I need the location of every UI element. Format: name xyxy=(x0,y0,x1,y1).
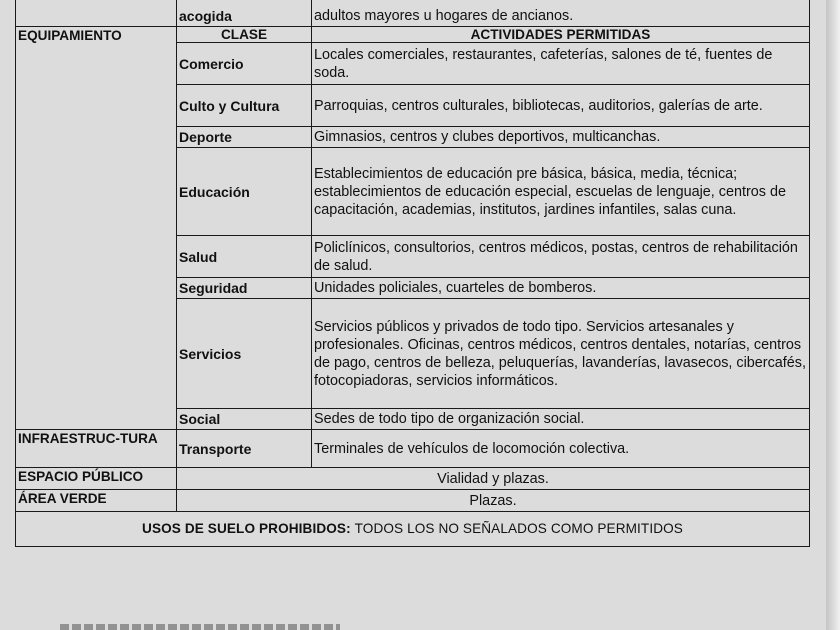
activity-cell: Vialidad y plazas. xyxy=(177,468,810,490)
activity-cell: Parroquias, centros culturales, bibliotecas, auditorios, galerías de arte. xyxy=(312,85,810,127)
table-row-prohibidos xyxy=(16,512,810,547)
activity-cell: Servicios públicos y privados de todo tipo. Servicios artesanales y profesionales. Oficinas, centros médicos, centros dentales, notarías, centros de pago, centros de belleza, peluquerías, lavanderías, lavasecos, cibercafés, fotocopiadoras, servicios informáticos. xyxy=(312,299,810,409)
header-actividades: ACTIVIDADES PERMITIDAS xyxy=(312,27,810,43)
table-row-espacio-publico xyxy=(16,468,810,490)
category-equipamiento: EQUIPAMIENTO xyxy=(16,27,177,430)
table-row-infraestructura xyxy=(16,430,810,468)
activity-cell: Policlínicos, consultorios, centros médicos, postas, centros de rehabilitación de salud. xyxy=(312,236,810,278)
class-cell: Salud xyxy=(177,236,312,278)
activity-cell: adultos mayores u hogares de ancianos. xyxy=(312,0,810,27)
header-row xyxy=(16,27,810,43)
category-cell-empty xyxy=(16,0,177,27)
activity-cell: Gimnasios, centros y clubes deportivos, multicanchas. xyxy=(312,127,810,148)
class-cell: Transporte xyxy=(177,430,312,468)
page-edge-shadow xyxy=(826,0,840,630)
class-cell: Educación xyxy=(177,148,312,236)
header-clase: CLASE xyxy=(177,27,312,43)
category-espacio-publico: ESPACIO PÚBLICO xyxy=(16,468,177,490)
prohibited-uses-label: USOS DE SUELO PROHIBIDOS: xyxy=(142,521,351,536)
activity-cell: Establecimientos de educación pre básica, básica, media, técnica; establecimientos de educación especial, escuelas de lenguaje, centros de capacitación, academias, institutos, jardines infantiles, salas cuna. xyxy=(312,148,810,236)
activity-cell: Sedes de todo tipo de organización social. xyxy=(312,409,810,430)
activity-cell: Locales comerciales, restaurantes, cafeterías, salones de té, fuentes de soda. xyxy=(312,43,810,85)
prohibited-uses-text: TODOS LOS NO SEÑALADOS COMO PERMITIDOS xyxy=(354,521,683,536)
activity-cell: Unidades policiales, cuarteles de bomberos. xyxy=(312,278,810,299)
class-cell: Seguridad xyxy=(177,278,312,299)
category-infraestructura: INFRAESTRUC-TURA xyxy=(16,430,177,468)
cut-off-text-line xyxy=(60,620,360,630)
category-area-verde: ÁREA VERDE xyxy=(16,490,177,512)
prohibited-uses-cell xyxy=(16,512,810,547)
class-cell: Servicios xyxy=(177,299,312,409)
class-cell: Culto y Cultura xyxy=(177,85,312,127)
land-use-table xyxy=(15,0,810,547)
class-cell: Comercio xyxy=(177,43,312,85)
activity-cell: Terminales de vehículos de locomoción colectiva. xyxy=(312,430,810,468)
table-row-area-verde xyxy=(16,490,810,512)
class-cell: Deporte xyxy=(177,127,312,148)
table-row-top-fragment xyxy=(16,0,810,27)
class-cell: acogida xyxy=(177,0,312,27)
activity-cell: Plazas. xyxy=(177,490,810,512)
class-cell: Social xyxy=(177,409,312,430)
